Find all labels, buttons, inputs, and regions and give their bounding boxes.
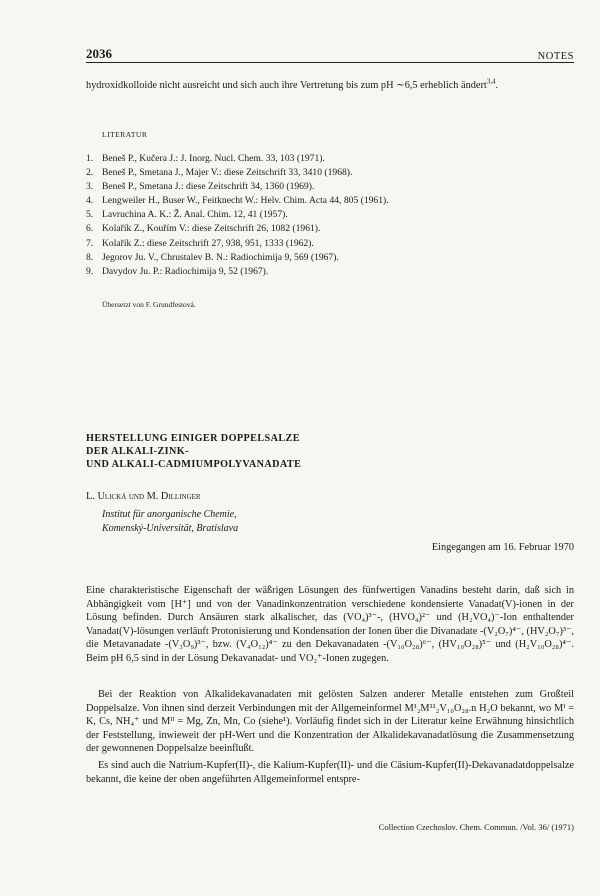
article-title — [86, 432, 526, 471]
reference-item — [86, 152, 566, 166]
top-paragraph-ref: 3,4 — [486, 77, 496, 86]
reference-text: Kolařík Z.: diese Zeitschrift 27, 938, 951, 1333 (1962). — [102, 237, 314, 249]
running-title: NOTES — [537, 51, 574, 62]
top-paragraph-end: . — [495, 80, 499, 91]
reference-number: 3. — [86, 181, 94, 193]
reference-item — [86, 237, 566, 251]
journal-footer: Collection Czechoslov. Chem. Commun. /Vol. 36/ (1971) — [378, 822, 574, 832]
reference-list — [86, 152, 566, 279]
reference-text: Davydov Ju. P.: Radiochimija 9, 52 (1967). — [102, 265, 269, 277]
reference-number: 7. — [86, 237, 94, 249]
reference-text: Beneš P., Smetana J.: diese Zeitschrift 34, 1360 (1969). — [102, 181, 315, 193]
page-header — [86, 42, 574, 63]
literature-heading: LITERATUR — [102, 130, 148, 139]
body-paragraph-1: Eine charakteristische Eigenschaft der wäßrigen Lösungen des fünfwertigen Vanadins besteht darin, daß sich in Abhängigkeit vom [H⁺] und von der Vanadinkonzentration verschiedene kondensierte Vanadat(V)-ionen in der Lösung befinden. Durch Ansäuren stark alkalischer, das (VO₄)³⁻-, (HVO₄)²⁻ und (H₂VO₄)⁻-Ion enthaltender Vanadat(V)-lösungen verläuft Protonisierung und Kondensation der Ionen über die Divanadate -(V₂O₇)⁴⁻, (HV₂O₇)³⁻, die Metavanadate -(V₃O₉)³⁻, bzw. (V₄O₁₂)⁴⁻ zu den Dekavanadaten -(V₁₀O₂₈)⁶⁻, (HV₁₀O₂₈)⁵⁻ und (H₂V₁₀O₂₈)⁴⁻. Beim pH 6,5 sind in der Lösung Dekavanadat- und VO₂⁺-Ionen zugegen. — [86, 585, 574, 664]
title-line: HERSTELLUNG EINIGER DOPPELSALZE — [86, 433, 300, 444]
reference-number: 9. — [86, 265, 94, 277]
article-authors: L. Ulická und M. Dillinger — [86, 491, 201, 502]
reference-item — [86, 265, 566, 279]
reference-item — [86, 251, 566, 265]
translator-note: Übersetzt von F. Grundfestová. — [102, 300, 196, 309]
top-paragraph-text: hydroxidkolloide nicht ausreicht und sich auch ihre Vertretung bis zum pH ∼6,5 erheblich ändert — [86, 80, 487, 91]
title-line: UND ALKALI-CADMIUMPOLYVANADATE — [86, 459, 302, 470]
reference-item — [86, 194, 566, 208]
institute-line: Komenský-Universität, Bratislava — [102, 523, 239, 534]
reference-number: 2. — [86, 167, 94, 179]
reference-text: Lengweiler H., Buser W., Feitknecht W.: Helv. Chim. Acta 44, 805 (1961). — [102, 195, 389, 207]
received-date: Eingegangen am 16. Februar 1970 — [431, 542, 574, 553]
author-institute — [102, 508, 238, 536]
reference-number: 5. — [86, 209, 94, 221]
reference-text: Beneš P., Kučera J.: J. Inorg. Nucl. Chem. 33, 103 (1971). — [102, 153, 325, 164]
page-number: 2036 — [86, 46, 112, 61]
body-paragraph-2: Bei der Reaktion von Alkalidekavanadaten mit gelösten Salzen anderer Metalle entstehen zum Großteil Doppelsalze. Von ihnen sind derzeit Verbindungen mit der Allgemeinformel M¹₂M¹¹₂V₁₀O₂₈.n H₂O bekannt, wo Mᴵ = K, Cs, NH₄⁺ und Mᴵᴵ = Mg, Zn, Mn, Co (siehe¹). Vorläufig findet sich in der Literatur keine Erwähnung hinsichtlich der Feststellung, inwieweit der pH-Wert und die Konzentration der Alkalidekavanadatlösung die Zusammensetzung der gewonnenen Doppelsalze beeinflußt. — [86, 689, 574, 755]
reference-item — [86, 222, 566, 236]
reference-text: Kolařík Z., Kouřím V.: diese Zeitschrift 26, 1082 (1961). — [102, 223, 321, 235]
reference-number: 4. — [86, 195, 94, 207]
top-paragraph — [86, 79, 574, 93]
reference-text: Beneš P., Smetana J., Majer V.: diese Zeitschrift 33, 3410 (1968). — [102, 167, 353, 179]
reference-text: Jegorov Ju. V., Chrustalev B. N.: Radiochimija 9, 569 (1967). — [102, 251, 339, 263]
reference-item — [86, 208, 566, 222]
reference-text: Lavruchina A. K.: Ž. Anal. Chim. 12, 41 (1957). — [102, 209, 288, 221]
title-line: DER ALKALI-ZINK- — [86, 446, 189, 457]
reference-number: 8. — [86, 251, 94, 263]
reference-item — [86, 166, 566, 180]
reference-number: 6. — [86, 223, 94, 235]
reference-item — [86, 180, 566, 194]
reference-number: 1. — [86, 153, 94, 164]
institute-line: Institut für anorganische Chemie, — [102, 509, 237, 520]
body-paragraph-3: Es sind auch die Natrium-Kupfer(II)-, die Kalium-Kupfer(II)- und die Cäsium-Kupfer(II)-Dekavanadatdoppelsalze bekannt, die keine der oben angeführten Allgemeinformel entspre- — [86, 760, 574, 785]
